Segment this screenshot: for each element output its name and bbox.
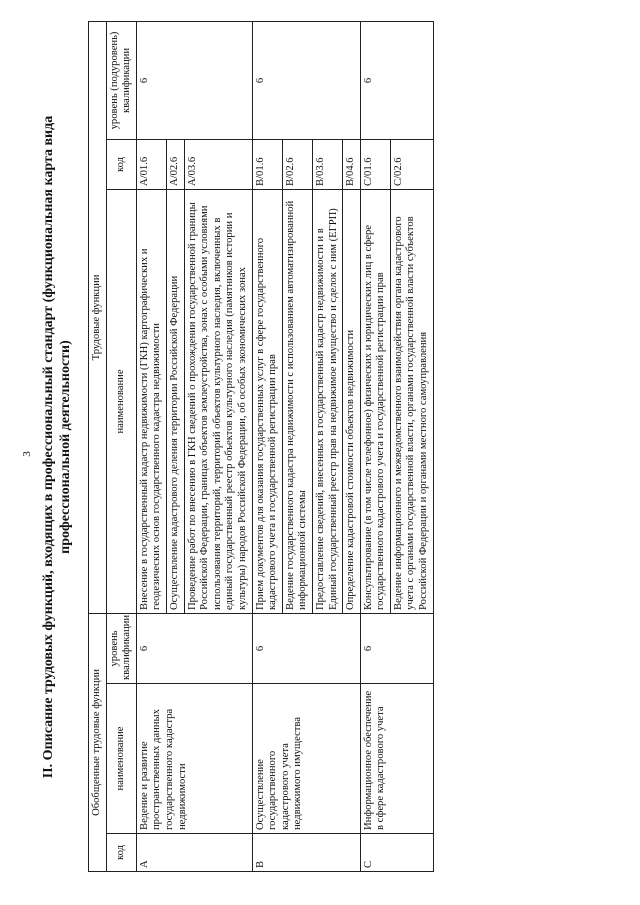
header-labor: Трудовые функции	[89, 21, 107, 613]
function-name: Проведение работ по внесению в ГКН сведений о прохождении государственной границы Российской Федерации, границах объектов землеустройства, зонах с особыми условиями использования территорий, территорий объектов культурного наследия, включенных в единый государственный реестр объектов культурного наследия (памятников истории и культуры) народов Российской Федерации, об особых экономических зонах	[184, 189, 252, 613]
header-level: уровень квалификации	[106, 613, 136, 683]
group-level: 6	[360, 613, 433, 683]
header-name: наименование	[106, 684, 136, 834]
group-code: A	[136, 834, 252, 872]
group-code: C	[360, 834, 433, 872]
group-level: 6	[136, 613, 252, 683]
labor-functions-table	[88, 21, 434, 872]
function-name: Внесение в государственный кадастр недвижимости (ГКН) картографических и геодезических основ государственного кадастра недвижимости	[136, 189, 166, 613]
function-name: Консультирование (в том числе телефонное) физических и юридических лиц в сфере государственного кадастрового учета и государственной регистрации прав	[360, 189, 390, 613]
function-level: 6	[252, 21, 360, 139]
section-title	[40, 22, 86, 872]
function-code: C/02.6	[390, 139, 433, 189]
title-line-1: II. Описание трудовых функций, входящих в профессиональный стандарт (функциональная карта вида	[41, 115, 56, 779]
function-code: B/04.6	[343, 139, 361, 189]
function-code: C/01.6	[360, 139, 390, 189]
function-code: B/03.6	[312, 139, 342, 189]
function-name: Ведение государственного кадастра недвижимости с использованием автоматизированной информационной системы	[282, 189, 312, 613]
header-function-name: наименование	[106, 189, 136, 613]
function-code: B/02.6	[282, 139, 312, 189]
function-code: A/02.6	[166, 139, 184, 189]
function-name: Ведение информационного и межведомственного взаимодействия органа кадастрового учета с органами государственной власти, органами государственной власти субъектов Российской Федерации и органами местного самоуправления	[390, 189, 433, 613]
group-name: Осуществление государственного кадастрового учета недвижимого имущества	[252, 684, 360, 834]
function-name: Определение кадастровой стоимости объектов недвижимости	[343, 189, 361, 613]
group-name: Информационное обеспечение в сфере кадастрового учета	[360, 684, 433, 834]
group-level: 6	[252, 613, 360, 683]
rotated-page	[40, 22, 600, 872]
group-code: B	[252, 834, 360, 872]
function-level: 6	[360, 21, 433, 139]
function-name: Прием документов для оказания государственных услуг в сфере государственного кадастрового учета и государственной регистрации прав	[252, 189, 282, 613]
header-code: код	[106, 834, 136, 872]
function-code: A/01.6	[136, 139, 166, 189]
header-function-level: уровень (подуровень) квалификации	[106, 21, 136, 139]
function-name: Предоставление сведений, внесенных в государственный кадастр недвижимости и в Единый государственный реестр прав на недвижимое имущество и сделок с ним (ЕГРП)	[312, 189, 342, 613]
function-code: B/01.6	[252, 139, 282, 189]
header-function-code: код	[106, 139, 136, 189]
function-level: 6	[136, 21, 252, 139]
function-code: A/03.6	[184, 139, 252, 189]
title-line-2: профессиональной деятельности)	[58, 340, 73, 554]
page-number: 3	[20, 451, 33, 457]
function-name: Осуществление кадастрового деления территории Российской Федерации	[166, 189, 184, 613]
group-name: Ведение и развитие пространственных данных государственного кадастра недвижимости	[136, 684, 252, 834]
header-generalized: Обобщенные трудовые функции	[89, 613, 107, 871]
